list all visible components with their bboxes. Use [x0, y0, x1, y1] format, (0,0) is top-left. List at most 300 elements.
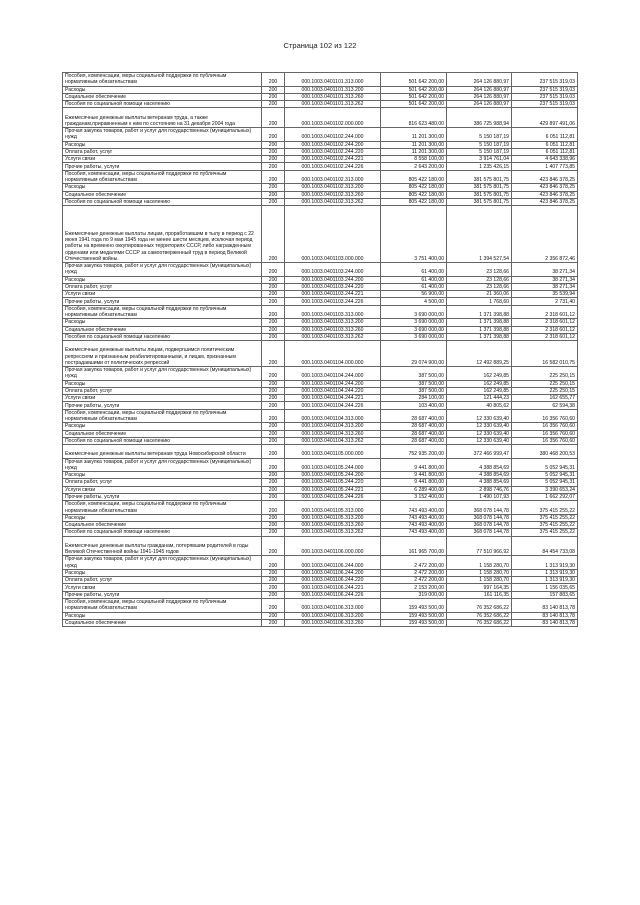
table-row [63, 326, 578, 333]
row-kbk-cell: 000.1003.0401103.244.220 [285, 283, 381, 290]
row-kbk-cell: 000.1003.0401101.313.000 [285, 73, 381, 87]
table-row [63, 141, 578, 148]
row-remaining-cell: 6 051 112,81 [512, 141, 578, 148]
row-remaining-cell: 225 250,15 [512, 387, 578, 394]
row-name-cell: Ежемесячные денежные выплаты ветеранам труда, а также гражданам,приравненным к ним по состоянию на 31 декабря 2004 года [63, 108, 262, 128]
row-remaining-cell: 62 594,38 [512, 402, 578, 409]
row-kbk-cell: 000.1003.0401106.244.000 [285, 556, 381, 570]
row-approved-cell: 805 422 180,00 [381, 191, 447, 198]
row-kbk-cell: 000.1003.0401106.244.226 [285, 591, 381, 598]
row-code-cell: 200 [262, 367, 285, 381]
row-approved-cell: 61 400,00 [381, 283, 447, 290]
row-kbk-cell: 000.1003.0401104.313.200 [285, 423, 381, 430]
row-approved-cell: 2 472 200,00 [381, 556, 447, 570]
row-name-cell: Расходы [63, 380, 262, 387]
row-approved-cell: 159 493 500,00 [381, 599, 447, 613]
row-kbk-cell: 000.1003.0401102.000.000 [285, 108, 381, 128]
row-executed-cell: 386 725 988,94 [447, 108, 512, 128]
row-kbk-cell: 000.1003.0401105.313.262 [285, 529, 381, 536]
row-executed-cell: 264 126 880,97 [447, 93, 512, 100]
row-approved-cell: 4 500,00 [381, 298, 447, 305]
row-executed-cell: 4 388 854,69 [447, 472, 512, 479]
row-remaining-cell: 2 318 601,12 [512, 319, 578, 326]
row-remaining-cell: 225 250,15 [512, 367, 578, 381]
row-kbk-cell: 000.1003.0401105.244.220 [285, 479, 381, 486]
row-kbk-cell: 000.1003.0401105.313.200 [285, 514, 381, 521]
table-row [63, 577, 578, 584]
row-remaining-cell: 4 643 338,96 [512, 156, 578, 163]
row-executed-cell: 1 158 280,70 [447, 556, 512, 570]
row-approved-cell: 28 687 400,00 [381, 423, 447, 430]
row-remaining-cell: 35 539,94 [512, 291, 578, 298]
row-name-cell: Прочие работы, услуги [63, 591, 262, 598]
row-code-cell: 200 [262, 191, 285, 198]
row-remaining-cell: 1 407 773,85 [512, 163, 578, 170]
row-kbk-cell: 000.1003.0401104.244.000 [285, 367, 381, 381]
row-executed-cell: 76 352 686,22 [447, 612, 512, 619]
row-executed-cell: 3 914 761,04 [447, 156, 512, 163]
row-approved-cell: 6 289 400,00 [381, 486, 447, 493]
row-executed-cell: 21 360,06 [447, 291, 512, 298]
row-remaining-cell: 237 515 319,03 [512, 101, 578, 108]
table-row [63, 584, 578, 591]
row-name-cell: Пособия по социальной помощи населению [63, 198, 262, 205]
table-row [63, 423, 578, 430]
row-remaining-cell: 38 271,34 [512, 276, 578, 283]
row-code-cell: 200 [262, 536, 285, 556]
table-row [63, 93, 578, 100]
row-kbk-cell: 000.1003.0401105.244.221 [285, 486, 381, 493]
row-name-cell: Прочие работы, услуги [63, 163, 262, 170]
row-code-cell: 200 [262, 387, 285, 394]
row-approved-cell: 103 400,00 [381, 402, 447, 409]
row-executed-cell: 372 466 999,47 [447, 445, 512, 459]
row-name-cell: Расходы [63, 319, 262, 326]
row-executed-cell: 12 330 639,40 [447, 437, 512, 444]
row-name-cell: Прочие работы, услуги [63, 493, 262, 500]
row-kbk-cell: 000.1003.0401102.244.220 [285, 148, 381, 155]
table-row [63, 556, 578, 570]
row-name-cell: Оплата работ, услуг [63, 148, 262, 155]
row-executed-cell: 368 078 144,78 [447, 514, 512, 521]
table-row [63, 283, 578, 290]
row-executed-cell: 4 388 854,69 [447, 479, 512, 486]
table-row [63, 501, 578, 515]
row-remaining-cell: 2 318 601,12 [512, 333, 578, 340]
row-code-cell: 200 [262, 591, 285, 598]
row-code-cell: 200 [262, 612, 285, 619]
row-name-cell: Расходы [63, 276, 262, 283]
row-approved-cell: 387 500,00 [381, 380, 447, 387]
row-approved-cell: 2 153 200,00 [381, 584, 447, 591]
table-row [63, 387, 578, 394]
table-row [63, 263, 578, 277]
row-approved-cell: 9 441 800,00 [381, 479, 447, 486]
row-approved-cell: 743 493 400,00 [381, 514, 447, 521]
row-executed-cell: 162 249,85 [447, 367, 512, 381]
row-kbk-cell: 000.1003.0401103.244.226 [285, 298, 381, 305]
row-executed-cell: 12 330 639,40 [447, 409, 512, 423]
row-code-cell: 200 [262, 472, 285, 479]
row-kbk-cell: 000.1003.0401106.313.200 [285, 612, 381, 619]
row-code-cell: 200 [262, 305, 285, 319]
row-kbk-cell: 000.1003.0401104.313.000 [285, 409, 381, 423]
row-name-cell: Расходы [63, 141, 262, 148]
row-remaining-cell: 2 318 601,12 [512, 305, 578, 319]
table-row [63, 395, 578, 402]
table-row [63, 619, 578, 626]
table-row [63, 458, 578, 472]
row-remaining-cell: 1 662 292,07 [512, 493, 578, 500]
table-row [63, 569, 578, 576]
row-name-cell: Социальное обеспечение [63, 326, 262, 333]
row-code-cell: 200 [262, 319, 285, 326]
row-approved-cell: 3 751 400,00 [381, 206, 447, 263]
row-remaining-cell: 84 454 733,08 [512, 536, 578, 556]
row-code-cell: 200 [262, 577, 285, 584]
row-kbk-cell: 000.1003.0401104.313.262 [285, 437, 381, 444]
row-code-cell: 200 [262, 73, 285, 87]
row-kbk-cell: 000.1003.0401106.244.220 [285, 577, 381, 584]
table-row [63, 479, 578, 486]
row-remaining-cell: 375 415 255,22 [512, 514, 578, 521]
row-code-cell: 200 [262, 619, 285, 626]
row-name-cell: Социальное обеспечение [63, 522, 262, 529]
row-approved-cell: 501 642 200,00 [381, 101, 447, 108]
row-executed-cell: 121 444,23 [447, 395, 512, 402]
row-kbk-cell: 000.1003.0401106.000.000 [285, 536, 381, 556]
row-code-cell: 200 [262, 184, 285, 191]
row-executed-cell: 1 371 398,88 [447, 305, 512, 319]
table-row [63, 493, 578, 500]
row-kbk-cell: 000.1003.0401102.244.000 [285, 128, 381, 142]
row-executed-cell: 12 330 639,40 [447, 423, 512, 430]
row-code-cell: 200 [262, 395, 285, 402]
row-kbk-cell: 000.1003.0401103.244.221 [285, 291, 381, 298]
table-row [63, 170, 578, 184]
row-executed-cell: 2 898 746,76 [447, 486, 512, 493]
row-remaining-cell: 16 356 760,60 [512, 437, 578, 444]
row-executed-cell: 1 235 426,15 [447, 163, 512, 170]
budget-table-body [63, 73, 578, 627]
row-kbk-cell: 000.1003.0401103.000.000 [285, 206, 381, 263]
table-row [63, 198, 578, 205]
row-executed-cell: 1 158 280,70 [447, 577, 512, 584]
row-kbk-cell: 000.1003.0401101.313.260 [285, 93, 381, 100]
row-remaining-cell: 237 515 319,03 [512, 73, 578, 87]
row-remaining-cell: 423 846 378,25 [512, 170, 578, 184]
row-approved-cell: 29 074 900,00 [381, 341, 447, 367]
row-code-cell: 200 [262, 479, 285, 486]
row-name-cell: Расходы [63, 423, 262, 430]
row-kbk-cell: 000.1003.0401103.244.200 [285, 276, 381, 283]
row-executed-cell: 40 805,62 [447, 402, 512, 409]
row-approved-cell: 805 422 180,00 [381, 198, 447, 205]
row-code-cell: 200 [262, 148, 285, 155]
row-remaining-cell: 157 883,65 [512, 591, 578, 598]
row-approved-cell: 805 422 180,00 [381, 184, 447, 191]
row-code-cell: 200 [262, 156, 285, 163]
row-name-cell: Оплата работ, услуг [63, 387, 262, 394]
row-remaining-cell: 423 846 378,25 [512, 191, 578, 198]
row-code-cell: 200 [262, 86, 285, 93]
row-executed-cell: 4 388 854,69 [447, 458, 512, 472]
row-remaining-cell: 16 356 760,60 [512, 423, 578, 430]
row-code-cell: 200 [262, 501, 285, 515]
row-code-cell: 200 [262, 437, 285, 444]
row-approved-cell: 3 152 400,00 [381, 493, 447, 500]
row-name-cell: Пособия, компенсации, меры социальной поддержки по публичным нормативным обязательствам [63, 73, 262, 87]
row-kbk-cell: 000.1003.0401105.313.000 [285, 501, 381, 515]
table-row [63, 514, 578, 521]
row-code-cell: 200 [262, 430, 285, 437]
row-approved-cell: 743 493 400,00 [381, 501, 447, 515]
table-row [63, 612, 578, 619]
row-approved-cell: 284 100,00 [381, 395, 447, 402]
row-kbk-cell: 000.1003.0401106.313.000 [285, 599, 381, 613]
row-executed-cell: 264 126 880,97 [447, 86, 512, 93]
row-name-cell: Пособия по социальной помощи населению [63, 529, 262, 536]
row-code-cell: 200 [262, 409, 285, 423]
row-approved-cell: 56 900,00 [381, 291, 447, 298]
row-remaining-cell: 38 271,34 [512, 263, 578, 277]
row-remaining-cell: 225 250,15 [512, 380, 578, 387]
row-remaining-cell: 3 390 653,24 [512, 486, 578, 493]
row-approved-cell: 387 500,00 [381, 387, 447, 394]
row-executed-cell: 264 126 880,97 [447, 101, 512, 108]
row-kbk-cell: 000.1003.0401104.000.000 [285, 341, 381, 367]
row-approved-cell: 11 201 300,00 [381, 148, 447, 155]
row-remaining-cell: 1 313 919,30 [512, 556, 578, 570]
row-approved-cell: 805 422 180,00 [381, 170, 447, 184]
row-name-cell: Услуги связи [63, 486, 262, 493]
row-executed-cell: 264 126 880,97 [447, 73, 512, 87]
table-row [63, 156, 578, 163]
row-name-cell: Расходы [63, 472, 262, 479]
row-code-cell: 200 [262, 423, 285, 430]
row-remaining-cell: 1 313 919,30 [512, 569, 578, 576]
row-code-cell: 200 [262, 206, 285, 263]
row-executed-cell: 1 158 280,70 [447, 569, 512, 576]
table-row [63, 101, 578, 108]
row-approved-cell: 3 690 000,00 [381, 305, 447, 319]
row-name-cell: Пособия по социальной помощи населению [63, 437, 262, 444]
row-name-cell: Социальное обеспечение [63, 191, 262, 198]
row-code-cell: 200 [262, 514, 285, 521]
row-name-cell: Расходы [63, 514, 262, 521]
row-code-cell: 200 [262, 529, 285, 536]
row-remaining-cell: 16 582 010,75 [512, 341, 578, 367]
row-approved-cell: 501 642 200,00 [381, 93, 447, 100]
row-approved-cell: 28 687 400,00 [381, 409, 447, 423]
row-approved-cell: 3 690 000,00 [381, 319, 447, 326]
row-remaining-cell: 237 515 319,03 [512, 93, 578, 100]
table-row [63, 298, 578, 305]
row-kbk-cell: 000.1003.0401102.313.000 [285, 170, 381, 184]
row-approved-cell: 28 687 400,00 [381, 437, 447, 444]
row-name-cell: Прочие работы, услуги [63, 298, 262, 305]
table-row [63, 184, 578, 191]
row-name-cell: Расходы [63, 184, 262, 191]
row-name-cell: Услуги связи [63, 156, 262, 163]
row-kbk-cell: 000.1003.0401104.244.221 [285, 395, 381, 402]
row-remaining-cell: 16 356 760,60 [512, 409, 578, 423]
row-code-cell: 200 [262, 493, 285, 500]
row-approved-cell: 61 400,00 [381, 263, 447, 277]
row-remaining-cell: 423 846 378,25 [512, 198, 578, 205]
row-code-cell: 200 [262, 283, 285, 290]
row-remaining-cell: 5 052 945,31 [512, 458, 578, 472]
row-kbk-cell: 000.1003.0401106.244.221 [285, 584, 381, 591]
row-code-cell: 200 [262, 291, 285, 298]
row-name-cell: Ежемесячные денежные выплаты ветеранам труда Новосибирской области [63, 445, 262, 459]
row-name-cell: Ежемесячные денежные выплаты лицам, подвергшимся политическим репрессиям и признанным реабилитированными, и лицам, признанным пострадавшими от политических репрессий [63, 341, 262, 367]
row-name-cell: Пособия, компенсации, меры социальной поддержки по публичным нормативным обязательствам [63, 501, 262, 515]
row-name-cell: Пособия, компенсации, меры социальной поддержки по публичным нормативным обязательствам [63, 305, 262, 319]
row-remaining-cell: 38 271,34 [512, 283, 578, 290]
row-kbk-cell: 000.1003.0401104.244.220 [285, 387, 381, 394]
row-approved-cell: 319 000,00 [381, 591, 447, 598]
row-kbk-cell: 000.1003.0401103.244.000 [285, 263, 381, 277]
table-row [63, 108, 578, 128]
page-header: Страница 102 из 122 [283, 41, 357, 50]
row-code-cell: 200 [262, 569, 285, 576]
row-name-cell: Пособия по социальной помощи населению [63, 101, 262, 108]
row-kbk-cell: 000.1003.0401105.244.000 [285, 458, 381, 472]
row-code-cell: 200 [262, 599, 285, 613]
row-approved-cell: 159 493 500,00 [381, 612, 447, 619]
row-name-cell: Расходы [63, 612, 262, 619]
table-row [63, 128, 578, 142]
row-executed-cell: 23 128,66 [447, 276, 512, 283]
row-kbk-cell: 000.1003.0401106.313.260 [285, 619, 381, 626]
row-remaining-cell: 5 052 945,31 [512, 479, 578, 486]
row-name-cell: Оплата работ, услуг [63, 479, 262, 486]
row-remaining-cell: 375 415 255,22 [512, 522, 578, 529]
row-name-cell: Прочая закупка товаров, работ и услуг для государственных (муниципальных) нужд [63, 556, 262, 570]
row-name-cell: Оплата работ, услуг [63, 283, 262, 290]
budget-table [62, 72, 578, 627]
table-row [63, 333, 578, 340]
row-executed-cell: 997 164,35 [447, 584, 512, 591]
row-executed-cell: 162 249,85 [447, 387, 512, 394]
table-row [63, 522, 578, 529]
row-executed-cell: 161 116,35 [447, 591, 512, 598]
table-row [63, 409, 578, 423]
row-approved-cell: 3 690 000,00 [381, 326, 447, 333]
table-row [63, 430, 578, 437]
row-executed-cell: 1 371 398,88 [447, 333, 512, 340]
row-executed-cell: 1 490 107,93 [447, 493, 512, 500]
row-kbk-cell: 000.1003.0401102.313.200 [285, 184, 381, 191]
row-approved-cell: 743 493 400,00 [381, 529, 447, 536]
row-approved-cell: 501 642 200,00 [381, 86, 447, 93]
row-executed-cell: 368 078 144,78 [447, 522, 512, 529]
row-code-cell: 200 [262, 101, 285, 108]
table-row [63, 529, 578, 536]
row-kbk-cell: 000.1003.0401102.244.221 [285, 156, 381, 163]
row-code-cell: 200 [262, 128, 285, 142]
row-code-cell: 200 [262, 333, 285, 340]
row-executed-cell: 12 330 639,40 [447, 430, 512, 437]
row-approved-cell: 816 623 480,00 [381, 108, 447, 128]
table-row [63, 472, 578, 479]
row-executed-cell: 77 510 966,92 [447, 536, 512, 556]
row-kbk-cell: 000.1003.0401105.244.226 [285, 493, 381, 500]
row-name-cell: Социальное обеспечение [63, 430, 262, 437]
row-approved-cell: 161 965 700,00 [381, 536, 447, 556]
row-approved-cell: 61 400,00 [381, 276, 447, 283]
table-row [63, 402, 578, 409]
row-executed-cell: 381 575 801,75 [447, 170, 512, 184]
row-executed-cell: 5 150 187,19 [447, 128, 512, 142]
table-row [63, 319, 578, 326]
row-approved-cell: 2 472 200,00 [381, 577, 447, 584]
row-executed-cell: 381 575 801,75 [447, 198, 512, 205]
row-approved-cell: 9 441 800,00 [381, 472, 447, 479]
table-row [63, 305, 578, 319]
row-executed-cell: 368 078 144,78 [447, 501, 512, 515]
row-remaining-cell: 1 156 035,65 [512, 584, 578, 591]
row-remaining-cell: 6 051 112,81 [512, 128, 578, 142]
row-code-cell: 200 [262, 108, 285, 128]
table-row [63, 341, 578, 367]
row-kbk-cell: 000.1003.0401104.244.200 [285, 380, 381, 387]
row-executed-cell: 368 078 144,78 [447, 529, 512, 536]
row-remaining-cell: 1 313 919,30 [512, 577, 578, 584]
row-approved-cell: 743 493 400,00 [381, 522, 447, 529]
table-row [63, 148, 578, 155]
row-name-cell: Пособия, компенсации, меры социальной поддержки по публичным нормативным обязательствам [63, 170, 262, 184]
row-approved-cell: 2 643 200,00 [381, 163, 447, 170]
row-code-cell: 200 [262, 522, 285, 529]
row-approved-cell: 159 493 500,00 [381, 619, 447, 626]
row-remaining-cell: 380 468 200,53 [512, 445, 578, 459]
row-kbk-cell: 000.1003.0401102.313.260 [285, 191, 381, 198]
row-executed-cell: 12 492 889,25 [447, 341, 512, 367]
row-approved-cell: 28 687 400,00 [381, 430, 447, 437]
row-code-cell: 200 [262, 584, 285, 591]
row-remaining-cell: 2 318 601,12 [512, 326, 578, 333]
table-row [63, 486, 578, 493]
row-executed-cell: 381 575 801,75 [447, 184, 512, 191]
row-approved-cell: 752 935 200,00 [381, 445, 447, 459]
row-name-cell: Социальное обеспечение [63, 619, 262, 626]
row-kbk-cell: 000.1003.0401102.244.200 [285, 141, 381, 148]
row-executed-cell: 381 575 801,75 [447, 191, 512, 198]
table-row [63, 599, 578, 613]
row-approved-cell: 11 201 300,00 [381, 141, 447, 148]
row-name-cell: Расходы [63, 569, 262, 576]
row-kbk-cell: 000.1003.0401106.244.200 [285, 569, 381, 576]
row-approved-cell: 9 441 800,00 [381, 458, 447, 472]
row-remaining-cell: 83 140 813,78 [512, 612, 578, 619]
table-row [63, 73, 578, 87]
row-kbk-cell: 000.1003.0401102.244.226 [285, 163, 381, 170]
row-kbk-cell: 000.1003.0401103.313.000 [285, 305, 381, 319]
row-code-cell: 200 [262, 380, 285, 387]
row-code-cell: 200 [262, 298, 285, 305]
row-name-cell: Услуги связи [63, 291, 262, 298]
row-executed-cell: 1 768,60 [447, 298, 512, 305]
row-name-cell: Прочая закупка товаров, работ и услуг для государственных (муниципальных) нужд [63, 458, 262, 472]
row-name-cell: Прочая закупка товаров, работ и услуг для государственных (муниципальных) нужд [63, 367, 262, 381]
row-name-cell: Расходы [63, 86, 262, 93]
row-kbk-cell: 000.1003.0401103.313.200 [285, 319, 381, 326]
table-row [63, 536, 578, 556]
table-row [63, 163, 578, 170]
row-code-cell: 200 [262, 170, 285, 184]
